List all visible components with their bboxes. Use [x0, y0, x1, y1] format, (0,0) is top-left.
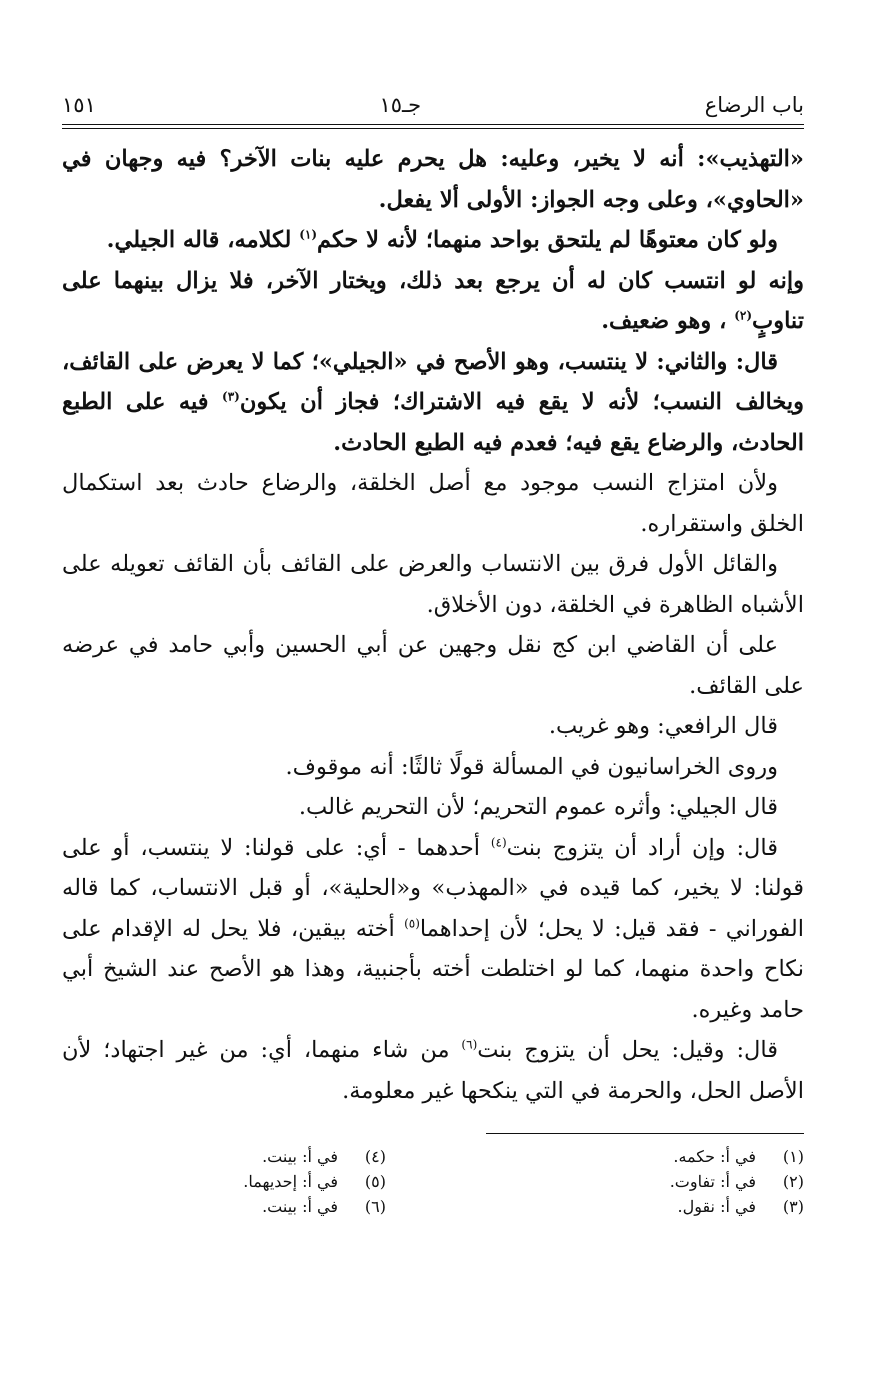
- paragraph: [62, 261, 804, 342]
- paragraph-text: وروى الخراسانيون في المسألة قولًا ثالثًا: أنه موقوف.: [285, 753, 778, 780]
- footnote-number: (٢): [782, 1172, 804, 1191]
- paragraph: [62, 1030, 804, 1111]
- footnote-item: [486, 1194, 804, 1219]
- paragraph-text: قال: والثاني: لا ينتسب، وهو الأصح في «الجيلي»؛ كما لا يعرض على القائف، ويخالف النسب؛ لأنه لا يقع فيه الاشتراك؛ فجاز أن يكون: [62, 348, 804, 415]
- footnote-text: في أ: تفاوت.: [669, 1172, 756, 1191]
- paragraph-text: أخته بيقين، فلا يحل له الإقدام على نكاح واحدة منهما، كما لو اختلطت أخته بأجنبية، وهذا هو الأصح عند الشيخ أبي حامد وغيره.: [62, 915, 804, 1023]
- footnote-text: في أ: إحديهما.: [243, 1172, 338, 1191]
- footnote-item: [486, 1144, 804, 1169]
- paragraph: [62, 828, 804, 1031]
- book-page: [62, 80, 804, 1340]
- footnote-item: [68, 1144, 386, 1169]
- paragraph: [62, 463, 804, 544]
- footnote-ref: (٣): [222, 389, 240, 404]
- paragraph-text: قال: وإن أراد أن يتزوج بنت: [506, 834, 778, 861]
- running-header: [62, 80, 804, 122]
- paragraph-text: فيه على الطبع الحادث، والرضاع يقع فيه؛ فعدم فيه الطبع الحادث.: [62, 389, 804, 456]
- paragraph-text: أحدهما - أي: على قولنا: لا ينتسب، أو على قولنا: لا يخير، كما قيده في «المهذب» و«الحلية»، أو قبل الانتساب، كما قاله الفوراني - فقد قيل: لا يحل؛ لأن إحداهما: [62, 834, 805, 942]
- footnote-item: [486, 1169, 804, 1194]
- header-rule-thin: [62, 128, 804, 129]
- paragraph-text: قال الجيلي: وأثره عموم التحريم؛ لأن التحريم غالب.: [298, 794, 778, 820]
- paragraph-text: ولو كان معتوهًا لم يلتحق بواحد منهما؛ لأنه لا حكم: [317, 227, 778, 253]
- footnote-text: في أ: نقول.: [677, 1197, 756, 1216]
- paragraph: [62, 747, 804, 788]
- page-number: ١٥١: [62, 93, 96, 117]
- paragraph-text: قال: وقيل: يحل أن يتزوج بنت: [477, 1037, 778, 1063]
- paragraph-text: لكلامه، قاله الجيلي.: [106, 227, 300, 253]
- footnote-ref: (٥): [404, 916, 420, 930]
- footnote-number: (٥): [364, 1172, 386, 1191]
- footnotes-column-left: [68, 1144, 386, 1219]
- footnote-item: [68, 1169, 386, 1194]
- paragraph-text: ، وهو ضعيف.: [601, 308, 735, 334]
- footnote-rule: [486, 1133, 804, 1134]
- footnote-number: (٤): [364, 1147, 386, 1166]
- paragraph: [62, 342, 804, 464]
- paragraph: [62, 706, 804, 747]
- paragraph: [62, 220, 804, 261]
- footnote-ref: (٦): [461, 1037, 478, 1052]
- paragraph-text: قال الرافعي: وهو غريب.: [548, 713, 778, 739]
- footnotes: [62, 1144, 804, 1219]
- footnotes-column-right: [486, 1144, 804, 1219]
- paragraph: [62, 544, 804, 625]
- footnote-text: في أ: بينت.: [262, 1147, 338, 1166]
- paragraph-text: ولأن امتزاج النسب موجود مع أصل الخلقة، والرضاع حادث بعد استكمال الخلق واستقراره.: [62, 470, 804, 537]
- paragraph-text: والقائل الأول فرق بين الانتساب والعرض على القائف بأن القائف تعويله على الأشباه الظاهرة في الخلقة، دون الأخلاق.: [62, 551, 804, 618]
- paragraph-text: على أن القاضي ابن كج نقل وجهين عن أبي الحسين وأبي حامد في عرضه على القائف.: [62, 632, 804, 699]
- paragraph: [62, 139, 804, 220]
- paragraph-text: «التهذيب»: أنه لا يخير، وعليه: هل يحرم عليه بنات الآخر؟ فيه وجهان في «الحاوي»، وعلى وجه الجواز: الأولى ألا يفعل.: [62, 146, 804, 213]
- main-text: [62, 139, 804, 1111]
- header-rule-thick: [62, 124, 804, 125]
- paragraph-text: من شاء منهما، أي: من غير اجتهاد؛ لأن الأصل الحل، والحرمة في التي ينكحها غير معلومة.: [62, 1037, 804, 1104]
- footnote-ref: (٢): [734, 308, 753, 323]
- footnote-text: في أ: حكمه.: [673, 1147, 756, 1166]
- footnote-ref: (١): [299, 227, 318, 242]
- footnote-item: [68, 1194, 386, 1219]
- paragraph-text: وإنه لو انتسب كان له أن يرجع بعد ذلك، ويختار الآخر، فلا يزال بينهما على تناوبٍ: [62, 267, 804, 334]
- footnote-number: (٦): [364, 1197, 386, 1216]
- volume-label: جـ١٥: [379, 93, 422, 117]
- chapter-title: باب الرضاع: [704, 93, 804, 117]
- footnote-number: (١): [782, 1147, 804, 1166]
- footnote-number: (٣): [782, 1197, 804, 1216]
- footnote-text: في أ: بينت.: [262, 1197, 338, 1216]
- paragraph: [62, 625, 804, 706]
- footnote-ref: (٤): [490, 835, 507, 849]
- paragraph: [62, 787, 804, 828]
